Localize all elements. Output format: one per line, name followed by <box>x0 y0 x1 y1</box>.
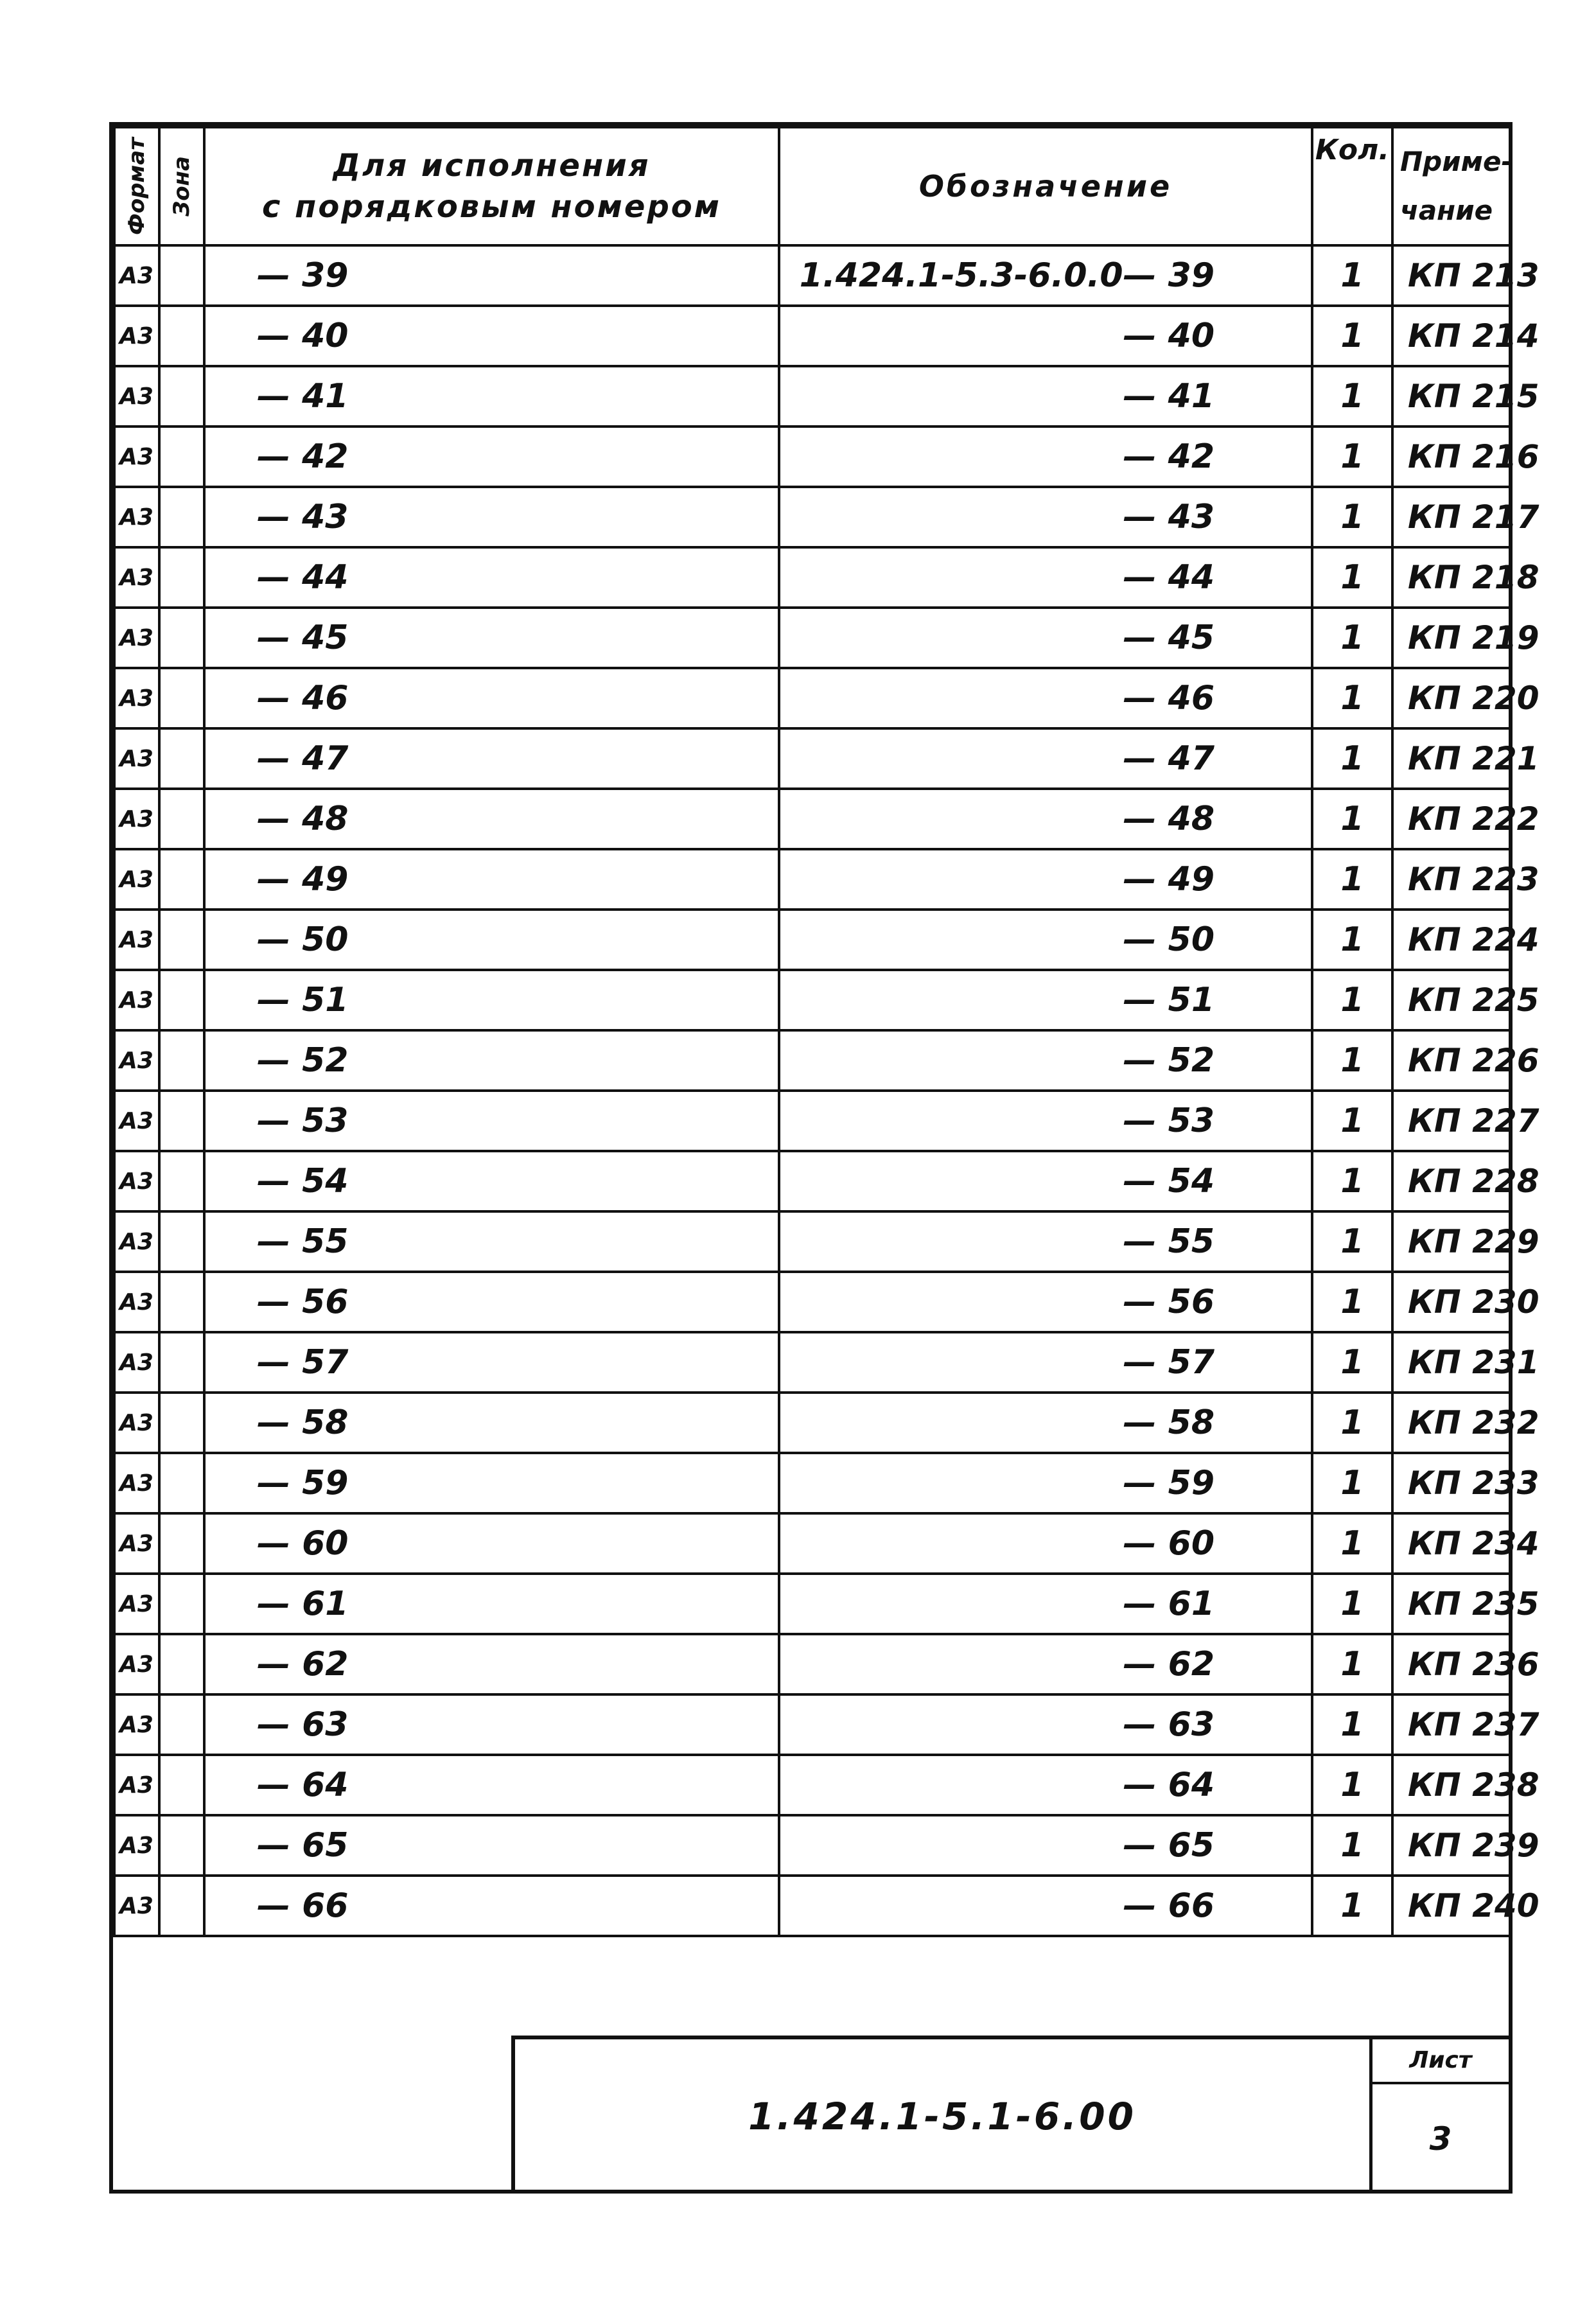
title-block <box>511 2036 1509 2194</box>
designation-cell: — 62 <box>779 1634 1312 1694</box>
designation-cell: — 65 <box>779 1815 1312 1876</box>
qty-cell: 1 <box>1312 306 1392 366</box>
execution-cell: — 53 <box>204 1091 779 1151</box>
zone-cell <box>159 668 204 728</box>
qty-cell: 1 <box>1312 1755 1392 1815</box>
designation-cell: — 54 <box>779 1151 1312 1211</box>
note-cell: КП 237 <box>1392 1694 1510 1755</box>
execution-cell: — 64 <box>204 1755 779 1815</box>
note-cell: КП 224 <box>1392 910 1510 970</box>
qty-cell: 1 <box>1312 366 1392 427</box>
qty-cell: 1 <box>1312 1332 1392 1393</box>
table-row <box>114 427 1510 487</box>
note-cell: КП 216 <box>1392 427 1510 487</box>
note-header-line2: чание <box>1400 195 1493 226</box>
note-cell: КП 214 <box>1392 306 1510 366</box>
table-row <box>114 728 1510 789</box>
note-cell: КП 217 <box>1392 487 1510 547</box>
format-header: Формат <box>114 127 159 245</box>
qty-cell: 1 <box>1312 1272 1392 1332</box>
zone-cell <box>159 487 204 547</box>
table-row <box>114 245 1510 306</box>
format-cell: А3 <box>114 1332 159 1393</box>
format-cell: А3 <box>114 668 159 728</box>
note-cell: КП 220 <box>1392 668 1510 728</box>
qty-cell: 1 <box>1312 970 1392 1030</box>
note-cell: КП 225 <box>1392 970 1510 1030</box>
execution-cell: — 58 <box>204 1393 779 1453</box>
format-cell: А3 <box>114 427 159 487</box>
execution-cell: — 62 <box>204 1634 779 1694</box>
document-code: 1.424.1-5.1-6.00 <box>748 2095 1136 2138</box>
zone-cell <box>159 1272 204 1332</box>
format-cell: А3 <box>114 1453 159 1513</box>
table-row <box>114 1332 1510 1393</box>
zone-cell <box>159 1091 204 1151</box>
zone-cell <box>159 1755 204 1815</box>
designation-cell: — 47 <box>779 728 1312 789</box>
execution-cell: — 52 <box>204 1030 779 1091</box>
qty-cell: 1 <box>1312 1151 1392 1211</box>
table-row <box>114 1694 1510 1755</box>
execution-cell: — 41 <box>204 366 779 427</box>
designation-cell: — 46 <box>779 668 1312 728</box>
zone-cell <box>159 1393 204 1453</box>
designation-cell: — 55 <box>779 1211 1312 1272</box>
execution-cell: — 55 <box>204 1211 779 1272</box>
format-cell: А3 <box>114 1513 159 1574</box>
note-cell: КП 235 <box>1392 1574 1510 1634</box>
zone-cell <box>159 1694 204 1755</box>
note-cell: КП 222 <box>1392 789 1510 849</box>
format-cell: А3 <box>114 1876 159 1936</box>
execution-cell: — 50 <box>204 910 779 970</box>
note-cell: КП 215 <box>1392 366 1510 427</box>
table-row <box>114 487 1510 547</box>
table-header-row <box>114 127 1510 245</box>
format-cell: А3 <box>114 608 159 668</box>
execution-cell: — 66 <box>204 1876 779 1936</box>
qty-cell: 1 <box>1312 1453 1392 1513</box>
zone-cell <box>159 1513 204 1574</box>
format-cell: А3 <box>114 1694 159 1755</box>
note-cell: КП 231 <box>1392 1332 1510 1393</box>
designation-cell: — 44 <box>779 547 1312 608</box>
table-row <box>114 1876 1510 1936</box>
format-cell: А3 <box>114 547 159 608</box>
drawing-sheet <box>109 122 1539 2194</box>
table-row <box>114 970 1510 1030</box>
qty-cell: 1 <box>1312 668 1392 728</box>
zone-cell <box>159 1030 204 1091</box>
table-row <box>114 1211 1510 1272</box>
note-cell: КП 234 <box>1392 1513 1510 1574</box>
qty-cell: 1 <box>1312 487 1392 547</box>
table-row <box>114 1030 1510 1091</box>
format-cell: А3 <box>114 1211 159 1272</box>
qty-cell: 1 <box>1312 789 1392 849</box>
note-cell: КП 227 <box>1392 1091 1510 1151</box>
table-row <box>114 1091 1510 1151</box>
note-cell: КП 230 <box>1392 1272 1510 1332</box>
note-cell: КП 238 <box>1392 1755 1510 1815</box>
note-cell: КП 236 <box>1392 1634 1510 1694</box>
format-cell: А3 <box>114 1755 159 1815</box>
designation-cell: — 42 <box>779 427 1312 487</box>
format-cell: А3 <box>114 910 159 970</box>
zone-cell <box>159 608 204 668</box>
table-row <box>114 1574 1510 1634</box>
table-row <box>114 1272 1510 1332</box>
qty-header: Кол. <box>1312 127 1392 245</box>
qty-cell: 1 <box>1312 1694 1392 1755</box>
qty-cell: 1 <box>1312 1513 1392 1574</box>
table-row <box>114 1755 1510 1815</box>
designation-cell: — 51 <box>779 970 1312 1030</box>
zone-cell <box>159 1211 204 1272</box>
execution-cell: — 61 <box>204 1574 779 1634</box>
qty-cell: 1 <box>1312 608 1392 668</box>
execution-cell: — 45 <box>204 608 779 668</box>
format-cell: А3 <box>114 366 159 427</box>
designation-cell: — 52 <box>779 1030 1312 1091</box>
execution-cell: — 46 <box>204 668 779 728</box>
table-row <box>114 547 1510 608</box>
table-row <box>114 1815 1510 1876</box>
note-cell: КП 233 <box>1392 1453 1510 1513</box>
execution-cell: — 42 <box>204 427 779 487</box>
format-cell: А3 <box>114 1272 159 1332</box>
sheet-box <box>1369 2039 1509 2194</box>
designation-cell: — 45 <box>779 608 1312 668</box>
note-header-line1: Приме- <box>1400 146 1513 177</box>
execution-cell: — 43 <box>204 487 779 547</box>
qty-cell: 1 <box>1312 1393 1392 1453</box>
qty-cell: 1 <box>1312 728 1392 789</box>
note-cell: КП 229 <box>1392 1211 1510 1272</box>
execution-cell: — 47 <box>204 728 779 789</box>
execution-cell: — 40 <box>204 306 779 366</box>
note-cell: КП 223 <box>1392 849 1510 910</box>
format-cell: А3 <box>114 1634 159 1694</box>
designation-cell: — 49 <box>779 849 1312 910</box>
note-cell: КП 213 <box>1392 245 1510 306</box>
qty-cell: 1 <box>1312 1876 1392 1936</box>
table-row <box>114 1393 1510 1453</box>
table-row <box>114 1513 1510 1574</box>
designation-cell: — 48 <box>779 789 1312 849</box>
designation-cell: — 41 <box>779 366 1312 427</box>
zone-cell <box>159 970 204 1030</box>
format-cell: А3 <box>114 1151 159 1211</box>
designation-cell: — 60 <box>779 1513 1312 1574</box>
execution-header-line2: с порядковым номером <box>261 189 722 225</box>
qty-cell: 1 <box>1312 910 1392 970</box>
format-cell: А3 <box>114 487 159 547</box>
designation-cell: — 61 <box>779 1574 1312 1634</box>
execution-cell: — 54 <box>204 1151 779 1211</box>
table-row <box>114 849 1510 910</box>
zone-cell <box>159 910 204 970</box>
format-cell: А3 <box>114 1574 159 1634</box>
note-cell: КП 219 <box>1392 608 1510 668</box>
zone-cell <box>159 1151 204 1211</box>
zone-header: Зона <box>159 127 204 245</box>
execution-cell: — 65 <box>204 1815 779 1876</box>
qty-cell: 1 <box>1312 849 1392 910</box>
zone-cell <box>159 849 204 910</box>
zone-cell <box>159 245 204 306</box>
execution-cell: — 49 <box>204 849 779 910</box>
designation-cell: — 56 <box>779 1272 1312 1332</box>
zone-cell <box>159 789 204 849</box>
note-cell: КП 239 <box>1392 1815 1510 1876</box>
designation-cell: — 43 <box>779 487 1312 547</box>
zone-cell <box>159 547 204 608</box>
table-row <box>114 608 1510 668</box>
zone-cell <box>159 1332 204 1393</box>
qty-cell: 1 <box>1312 1815 1392 1876</box>
note-cell: КП 228 <box>1392 1151 1510 1211</box>
table-row <box>114 366 1510 427</box>
table-row <box>114 668 1510 728</box>
designation-cell: 1.424.1-5.3-6.0.0— 39 <box>779 245 1312 306</box>
execution-header-line1: Для исполнения <box>333 148 651 184</box>
format-cell: А3 <box>114 1091 159 1151</box>
qty-cell: 1 <box>1312 427 1392 487</box>
qty-cell: 1 <box>1312 1091 1392 1151</box>
designation-cell: — 57 <box>779 1332 1312 1393</box>
format-cell: А3 <box>114 1030 159 1091</box>
format-cell: А3 <box>114 1393 159 1453</box>
table-row <box>114 1151 1510 1211</box>
table-row <box>114 1634 1510 1694</box>
specification-table <box>113 126 1539 1937</box>
zone-cell <box>159 728 204 789</box>
execution-header <box>204 127 779 245</box>
zone-cell <box>159 1453 204 1513</box>
execution-cell: — 48 <box>204 789 779 849</box>
qty-cell: 1 <box>1312 1211 1392 1272</box>
table-row <box>114 789 1510 849</box>
format-cell: А3 <box>114 1815 159 1876</box>
note-cell: КП 218 <box>1392 547 1510 608</box>
execution-cell: — 60 <box>204 1513 779 1574</box>
designation-cell: — 50 <box>779 910 1312 970</box>
sheet-label: Лист <box>1372 2039 1509 2084</box>
execution-cell: — 56 <box>204 1272 779 1332</box>
designation-cell: — 59 <box>779 1453 1312 1513</box>
execution-cell: — 63 <box>204 1694 779 1755</box>
qty-cell: 1 <box>1312 245 1392 306</box>
zone-cell <box>159 1876 204 1936</box>
zone-cell <box>159 306 204 366</box>
table-row <box>114 1453 1510 1513</box>
designation-cell: — 40 <box>779 306 1312 366</box>
designation-cell: — 64 <box>779 1755 1312 1815</box>
note-header <box>1392 127 1513 245</box>
specification-body <box>114 245 1539 1936</box>
execution-cell: — 39 <box>204 245 779 306</box>
qty-cell: 1 <box>1312 547 1392 608</box>
sheet-number: 3 <box>1429 2120 1452 2158</box>
format-cell: А3 <box>114 849 159 910</box>
qty-cell: 1 <box>1312 1634 1392 1694</box>
note-cell: КП 240 <box>1392 1876 1510 1936</box>
qty-cell: 1 <box>1312 1030 1392 1091</box>
execution-cell: — 51 <box>204 970 779 1030</box>
table-row <box>114 306 1510 366</box>
note-cell: КП 232 <box>1392 1393 1510 1453</box>
designation-cell: — 58 <box>779 1393 1312 1453</box>
designation-cell: — 66 <box>779 1876 1312 1936</box>
zone-cell <box>159 1634 204 1694</box>
format-cell: А3 <box>114 728 159 789</box>
zone-cell <box>159 366 204 427</box>
designation-cell: — 63 <box>779 1694 1312 1755</box>
execution-cell: — 59 <box>204 1453 779 1513</box>
qty-cell: 1 <box>1312 1574 1392 1634</box>
format-cell: А3 <box>114 306 159 366</box>
zone-cell <box>159 1574 204 1634</box>
note-cell: КП 221 <box>1392 728 1510 789</box>
execution-cell: — 44 <box>204 547 779 608</box>
zone-cell <box>159 1815 204 1876</box>
format-cell: А3 <box>114 970 159 1030</box>
format-cell: А3 <box>114 789 159 849</box>
table-row <box>114 910 1510 970</box>
note-cell: КП 226 <box>1392 1030 1510 1091</box>
format-cell: А3 <box>114 245 159 306</box>
execution-cell: — 57 <box>204 1332 779 1393</box>
designation-cell: — 53 <box>779 1091 1312 1151</box>
zone-cell <box>159 427 204 487</box>
designation-header: Обозначение <box>779 127 1312 245</box>
